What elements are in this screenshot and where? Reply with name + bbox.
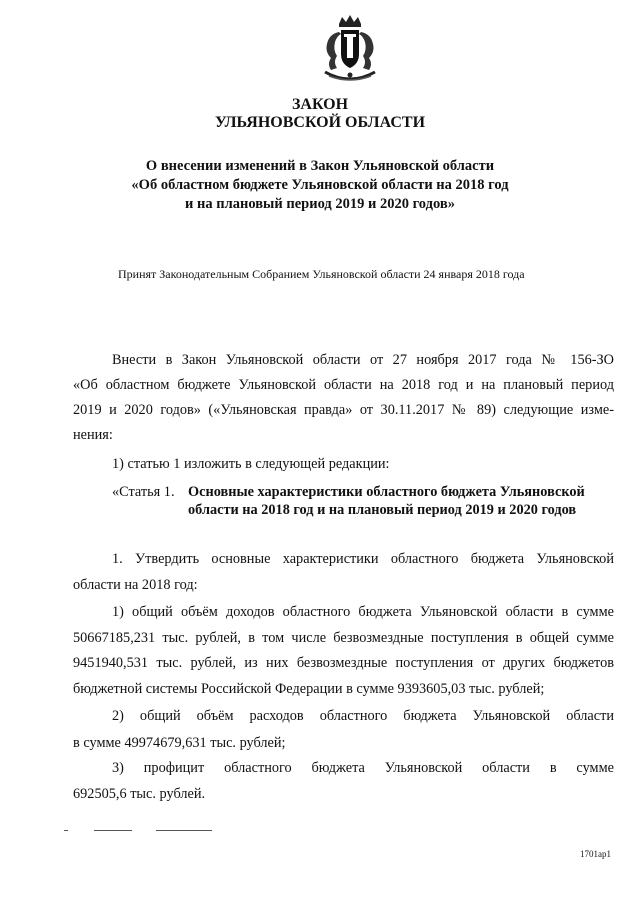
paragraph-line: «Об областном бюджете Ульяновской области на 2018 год и на плановый период — [73, 377, 614, 393]
article-title-line: области на 2018 год и на плановый период 2019 и 2020 годов — [188, 502, 577, 518]
law-title: ЗАКОН — [291, 96, 349, 113]
scan-mark — [94, 830, 132, 831]
paragraph-line: 2019 и 2020 годов» («Ульяновская правда» от 30.11.2017 № 89) следующие изме- — [73, 402, 614, 418]
paragraph-line: 9451940,531 тыс. рублей, из них безвозмездные поступления от других бюджетов — [73, 655, 614, 671]
subtitle-line: и на плановый период 2019 и 2020 годов» — [185, 196, 455, 212]
list-item: 1) статью 1 изложить в следующей редакции: — [112, 456, 390, 472]
article-title — [188, 483, 618, 519]
paragraph-line: 3) профицит областного бюджета Ульяновской области в сумме — [112, 760, 614, 776]
article-title-line: Основные характеристики областного бюджета Ульяновской — [188, 484, 585, 500]
subtitle-line: «Об областном бюджете Ульяновской области на 2018 год — [131, 177, 509, 193]
adoption-note: Принят Законодательным Собранием Ульяновской области 24 января 2018 года — [118, 267, 525, 281]
paragraph-line: области на 2018 год: — [73, 577, 198, 593]
coat-of-arms-icon — [315, 14, 385, 86]
region-title: УЛЬЯНОВСКОЙ ОБЛАСТИ — [214, 114, 426, 131]
paragraph-line: Внести в Закон Ульяновской области от 27 ноября 2017 года № 156-ЗО — [112, 352, 614, 368]
paragraph-line: 50667185,231 тыс. рублей, в том числе безвозмездные поступления в общей сумме — [73, 630, 614, 646]
article-label: «Статья 1. — [112, 484, 175, 500]
scan-mark — [156, 830, 212, 831]
paragraph-line: в сумме 49974679,631 тыс. рублей; — [73, 735, 286, 751]
paragraph-line: 692505,6 тыс. рублей. — [73, 786, 206, 802]
paragraph-line: 1) общий объём доходов областного бюджета Ульяновской области в сумме — [112, 604, 614, 620]
subtitle-line: О внесении изменений в Закон Ульяновской области — [145, 158, 495, 174]
scan-mark — [64, 830, 68, 831]
document-code: 1701ap1 — [580, 849, 611, 859]
paragraph-line: нения: — [73, 427, 113, 443]
paragraph-line: бюджетной системы Российской Федерации в сумме 9393605,03 тыс. рублей; — [73, 681, 545, 697]
paragraph-line: 2) общий объём расходов областного бюджета Ульяновской области — [112, 708, 614, 724]
paragraph-line: 1. Утвердить основные характеристики областного бюджета Ульяновской — [112, 551, 614, 567]
